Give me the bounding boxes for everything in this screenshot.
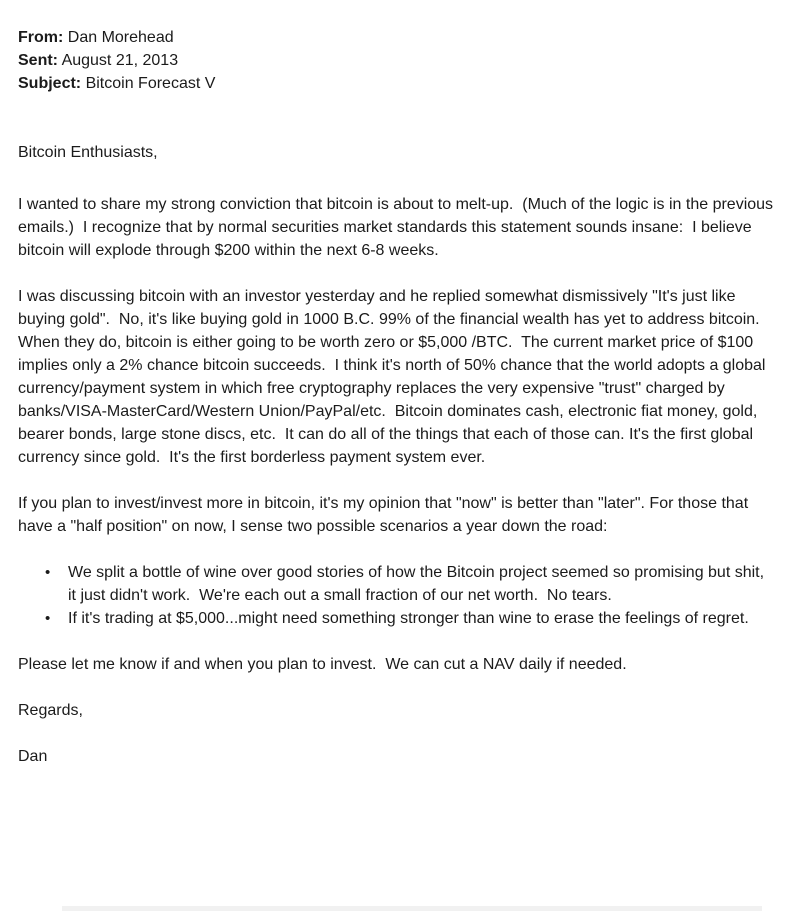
header-sent-line — [18, 49, 774, 72]
scenario-bullet-list — [45, 561, 774, 630]
signoff: Regards, — [18, 702, 83, 719]
bullet-text-regret: If it's trading at $5,000...might need something stronger than wine to erase the feelings of regret. — [68, 610, 749, 627]
paragraph-invest-now: If you plan to invest/invest more in bitcoin, it's my opinion that "now" is better than "later". For those that have a "half position" on now, I sense two possible scenarios a year down the road: — [18, 495, 753, 535]
list-item — [45, 607, 774, 630]
paragraph-gold-comparison: I was discussing bitcoin with an investor yesterday and he replied somewhat dismissively "It's just like buying gold". No, it's like buying gold in 1000 B.C. 99% of the financial wealth has yet to address bitcoin. When they do, bitcoin is either going to be worth zero or $5,000 /BTC. The current market price of $100 implies only a 2% chance bitcoin succeeds. I think it's north of 50% chance that the world adopts a global currency/payment system in which free cryptography replaces the very expensive "trust" charged by banks/VISA-MasterCard/Western Union/PayPal/etc. Bitcoin dominates cash, electronic fiat money, gold, bearer bonds, large stone discs, etc. It can do all of the things that each of those can. It's the first global currency since gold. It's the first borderless payment system ever. — [18, 288, 770, 466]
closing-paragraph: Please let me know if and when you plan to invest. We can cut a NAV daily if needed. — [18, 656, 627, 673]
header-sent-value: August 21, 2013 — [61, 52, 179, 69]
header-subject-value: Bitcoin Forecast V — [85, 75, 216, 92]
bottom-edge-artifact — [62, 906, 762, 911]
header-subject-line — [18, 72, 774, 95]
salutation: Bitcoin Enthusiasts, — [18, 144, 158, 161]
header-sent-label: Sent: — [18, 52, 58, 69]
paragraph-melt-up: I wanted to share my strong conviction that bitcoin is about to melt-up. (Much of the logic is in the previous emails.) I recognize that by normal securities market standards this statement sounds insane: I believe bitcoin will explode through $200 within the next 6-8 weeks. — [18, 196, 778, 259]
header-subject-label: Subject: — [18, 75, 82, 92]
list-item — [45, 561, 774, 607]
bullet-icon: • — [45, 610, 51, 627]
bullet-text-wine: We split a bottle of wine over good stories of how the Bitcoin project seemed so promising but shit, it just didn't work. We're each out a small fraction of our net worth. No tears. — [68, 564, 769, 604]
email-header-block — [18, 26, 774, 95]
header-from-value: Dan Morehead — [67, 29, 174, 46]
header-from-label: From: — [18, 29, 64, 46]
bullet-icon: • — [45, 564, 51, 581]
header-from-line — [18, 26, 774, 49]
signature: Dan — [18, 748, 48, 765]
